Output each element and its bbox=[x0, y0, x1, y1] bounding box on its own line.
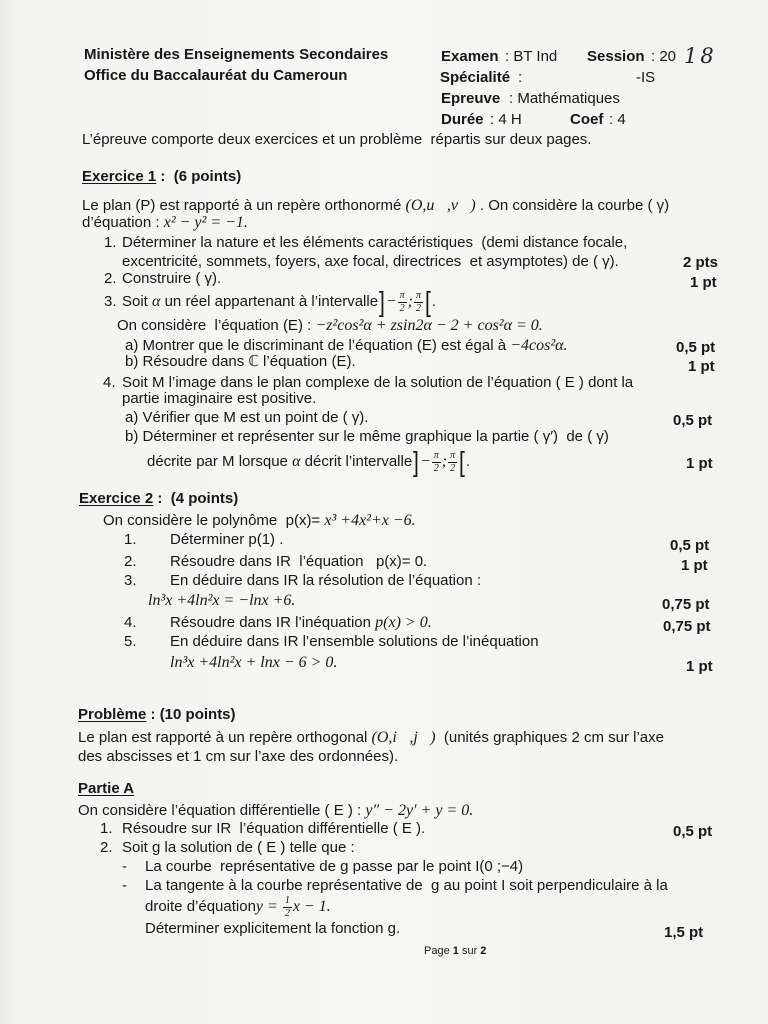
bullet-dash: - bbox=[122, 858, 127, 875]
interval-separator: ; bbox=[407, 293, 413, 310]
frame-math: (O,u⃗,v⃗) bbox=[405, 197, 476, 214]
equation-intro: On considère l’équation (E) : bbox=[117, 317, 316, 334]
exercise2-points: : (4 points) bbox=[153, 490, 239, 507]
q3b-label: b) bbox=[125, 353, 139, 370]
ex2-q3-points: 0,75 pt bbox=[662, 596, 710, 613]
line-equation-lhs: y = bbox=[255, 898, 282, 915]
part-a-q1-points: 0,5 pt bbox=[673, 823, 713, 840]
interval-separator: ; bbox=[441, 453, 448, 470]
coef-label: Coef bbox=[570, 111, 604, 128]
ex2-q1-number: 1. bbox=[124, 531, 137, 548]
ex2-q5-text: En déduire dans IR l’ensemble solutions de l’inéquation bbox=[170, 633, 539, 650]
ex2-q2-number: 2. bbox=[124, 553, 137, 570]
interval-close-bracket: [ bbox=[459, 446, 465, 477]
ex2-q3-text: En déduire dans IR la résolution de l’équation : bbox=[170, 572, 482, 589]
ex2-q4-inequation: p(x) > 0. bbox=[375, 614, 432, 631]
exercise1-title: Exercice 1 bbox=[82, 168, 157, 185]
q3-line bbox=[122, 288, 436, 316]
exam-value: : BT Ind bbox=[505, 48, 558, 65]
half-fraction bbox=[283, 896, 292, 919]
q3a-label: a) bbox=[125, 337, 139, 354]
problem-points: : (10 points) bbox=[146, 706, 236, 723]
part-a-title: Partie A bbox=[78, 780, 135, 797]
q3b-text: Résoudre dans ℂ l’équation (E). bbox=[142, 353, 356, 370]
q4a-label: a) bbox=[125, 409, 139, 426]
polynomial-expression: x³ +4x²+x −6. bbox=[324, 512, 416, 529]
subject-value: : Mathématiques bbox=[509, 90, 620, 107]
page-total: 2 bbox=[480, 945, 487, 957]
q3-number: 3. bbox=[104, 293, 117, 310]
condition-2-line2 bbox=[145, 893, 331, 921]
ex2-q2-points: 1 pt bbox=[681, 557, 708, 574]
ex2-q5-number: 5. bbox=[124, 633, 137, 650]
fraction-denominator: 2 bbox=[399, 302, 405, 314]
fraction-denominator: 2 bbox=[415, 302, 421, 314]
problem-title: Problème bbox=[78, 706, 147, 723]
interval-minus: − bbox=[419, 453, 431, 470]
exercise2-heading bbox=[79, 490, 238, 508]
interval-close-bracket: [ bbox=[424, 286, 431, 317]
q1-line2: excentricité, sommets, foyers, axe focal, directrices et asymptotes) de ( γ). bbox=[122, 253, 619, 270]
fraction-numerator: π bbox=[415, 289, 421, 301]
line-equation-rhs: x − 1. bbox=[292, 898, 331, 915]
exercise1-points: : (6 points) bbox=[156, 168, 242, 185]
exercise1-context-line2 bbox=[82, 214, 248, 232]
part-a-q2-points: 1,5 pt bbox=[664, 924, 704, 941]
page-of-word: sur bbox=[461, 945, 478, 957]
q3b-points: 1 pt bbox=[688, 358, 715, 375]
condition-2-line1: La tangente à la courbe représentative de g au point I soit perpendiculaire à la bbox=[145, 877, 668, 894]
part-a-q1-number: 1. bbox=[100, 820, 113, 837]
session-handwritten-year: 18 bbox=[684, 44, 717, 68]
subject-label: Epreuve bbox=[441, 90, 501, 107]
ex2-q4-points: 0,75 pt bbox=[663, 618, 711, 635]
q3-text: un réel appartenant à l’intervalle bbox=[160, 293, 379, 310]
q4b-points: 1 pt bbox=[686, 455, 713, 472]
q4a-points: 0,5 pt bbox=[673, 412, 713, 429]
problem-text: Le plan est rapporté à un repère orthogonal bbox=[78, 729, 372, 746]
q4b-text: décrit l’intervalle bbox=[300, 453, 413, 470]
q4a-text: Vérifier que M est un point de ( γ). bbox=[142, 409, 369, 426]
polynomial-line bbox=[103, 512, 416, 530]
ex2-q2-text: Résoudre dans IR l’équation p(x)= 0. bbox=[170, 553, 428, 570]
q1-points: 2 pts bbox=[683, 254, 719, 271]
equation-e: −z²cos²α + zsin2α − 2 + cos²α = 0. bbox=[315, 317, 543, 334]
ex2-q5-points: 1 pt bbox=[686, 658, 713, 675]
interval-end: . bbox=[431, 293, 436, 310]
q3-text: Soit bbox=[122, 293, 153, 310]
exercise2-title: Exercice 2 bbox=[79, 490, 154, 507]
duration-value: : 4 H bbox=[490, 111, 522, 128]
q2-text: Construire ( γ). bbox=[122, 270, 222, 287]
session-label: Session bbox=[587, 48, 645, 65]
alpha-symbol: α bbox=[292, 453, 301, 470]
q2-number: 2. bbox=[104, 270, 117, 287]
exercise1-heading bbox=[82, 168, 241, 186]
problem-line1 bbox=[78, 729, 664, 747]
bullet-dash: - bbox=[122, 877, 127, 894]
coef-value: : 4 bbox=[609, 111, 626, 128]
ex2-q5-inequation: ln³x +4ln²x + lnx − 6 > 0. bbox=[170, 654, 338, 671]
q4b-line1 bbox=[125, 428, 609, 446]
condition-1: La courbe représentative de g passe par le point I(0 ;−4) bbox=[145, 858, 524, 875]
specialty-label: Spécialité bbox=[440, 69, 511, 86]
exam-label: Examen bbox=[441, 48, 499, 65]
duration-label: Durée bbox=[441, 111, 484, 128]
fraction-denominator: 2 bbox=[450, 462, 456, 474]
fraction-denominator: 2 bbox=[284, 907, 290, 919]
q4b-line2 bbox=[147, 448, 470, 476]
part-a-intro-text: On considère l’équation différentielle ( E ) : bbox=[78, 802, 366, 819]
problem-heading bbox=[78, 706, 236, 724]
interval-lower-fraction bbox=[398, 291, 407, 314]
exercise1-context-line1 bbox=[82, 197, 669, 215]
interval-minus: − bbox=[385, 293, 397, 310]
q3b-line bbox=[125, 353, 356, 371]
specialty-value: -IS bbox=[636, 69, 656, 86]
part-a-q1-text: Résoudre sur IR l’équation différentielle ( E ). bbox=[122, 820, 426, 837]
q2-points: 1 pt bbox=[690, 274, 717, 291]
q4-line1: Soit M l’image dans le plan complexe de la solution de l’équation ( E ) dont la bbox=[122, 374, 634, 391]
fraction-numerator: π bbox=[450, 449, 456, 461]
interval-end: . bbox=[465, 453, 471, 470]
q4b-text: décrite par M lorsque bbox=[147, 453, 293, 470]
ex2-q3-number: 3. bbox=[124, 572, 137, 589]
problem-text: (unités graphiques 2 cm sur l’axe bbox=[435, 729, 664, 746]
part-a-q2-number: 2. bbox=[100, 839, 113, 856]
ex2-q4-text: Résoudre dans IR l’inéquation bbox=[170, 614, 376, 631]
frame-math: (O,i⃗,j⃗) bbox=[371, 729, 436, 746]
discriminant-value: −4cos²α. bbox=[510, 337, 568, 354]
context-tail: . On considère la courbe ( γ) bbox=[475, 197, 670, 214]
interval-lower-fraction bbox=[432, 451, 441, 474]
page-number bbox=[424, 944, 486, 958]
interval-upper-fraction bbox=[448, 451, 457, 474]
differential-equation: y″ − 2y′ + y = 0. bbox=[365, 802, 474, 819]
curve-equation: x² − y² = −1. bbox=[163, 214, 248, 231]
q3a-text: Montrer que le discriminant de l’équation (E) est égal à bbox=[142, 337, 511, 354]
part-a-conclusion: Déterminer explicitement la fonction g. bbox=[145, 920, 401, 937]
fraction-numerator: π bbox=[433, 449, 439, 461]
part-a-intro bbox=[78, 802, 473, 820]
q4a-line bbox=[125, 409, 368, 427]
fraction-numerator: 1 bbox=[284, 894, 290, 906]
q4b-text: Déterminer et représenter sur le même graphique la partie ( γ′) de ( γ) bbox=[142, 428, 609, 445]
part-a-q2-text: Soit g la solution de ( E ) telle que : bbox=[122, 839, 355, 856]
q4-line2: partie imaginaire est positive. bbox=[122, 390, 317, 407]
ex2-q1-points: 0,5 pt bbox=[670, 537, 710, 554]
office-name: Office du Baccalauréat du Cameroun bbox=[84, 67, 348, 84]
interval-open-bracket: ] bbox=[413, 446, 420, 477]
page-current: 1 bbox=[452, 945, 459, 957]
context-text: Le plan (P) est rapporté à un repère orthonormé bbox=[82, 197, 406, 214]
ministry-name: Ministère des Enseignements Secondaires bbox=[84, 46, 389, 63]
session-value: : 20 bbox=[651, 48, 677, 65]
specialty-colon: : bbox=[518, 69, 523, 86]
page-word: Page bbox=[424, 945, 450, 957]
q1-number: 1. bbox=[104, 234, 117, 251]
q4b-label: b) bbox=[125, 428, 139, 445]
q3a-points: 0,5 pt bbox=[676, 339, 716, 356]
condition-2-text: droite d’équation bbox=[145, 898, 256, 915]
ex2-q3-equation: ln³x +4ln²x = −lnx +6. bbox=[148, 592, 296, 609]
problem-line2: des abscisses et 1 cm sur l’axe des ordonnées). bbox=[78, 748, 399, 765]
q4-number: 4. bbox=[103, 374, 116, 391]
polynomial-intro: On considère le polynôme p(x)= bbox=[103, 512, 325, 529]
interval-upper-fraction bbox=[414, 291, 423, 314]
alpha-symbol: α bbox=[152, 293, 161, 310]
q3-equation-line bbox=[117, 317, 543, 335]
q1-line1: Déterminer la nature et les éléments caractéristiques (demi distance focale, bbox=[122, 234, 628, 251]
ex2-q1-text: Déterminer p(1) . bbox=[170, 531, 284, 548]
ex2-q4-number: 4. bbox=[124, 614, 137, 631]
fraction-numerator: π bbox=[399, 289, 405, 301]
exam-intro: L’épreuve comporte deux exercices et un problème répartis sur deux pages. bbox=[82, 131, 592, 148]
interval-open-bracket: ] bbox=[379, 286, 385, 317]
context-text: d’équation : bbox=[82, 214, 164, 231]
fraction-denominator: 2 bbox=[433, 462, 439, 474]
ex2-q4-line bbox=[170, 614, 432, 632]
